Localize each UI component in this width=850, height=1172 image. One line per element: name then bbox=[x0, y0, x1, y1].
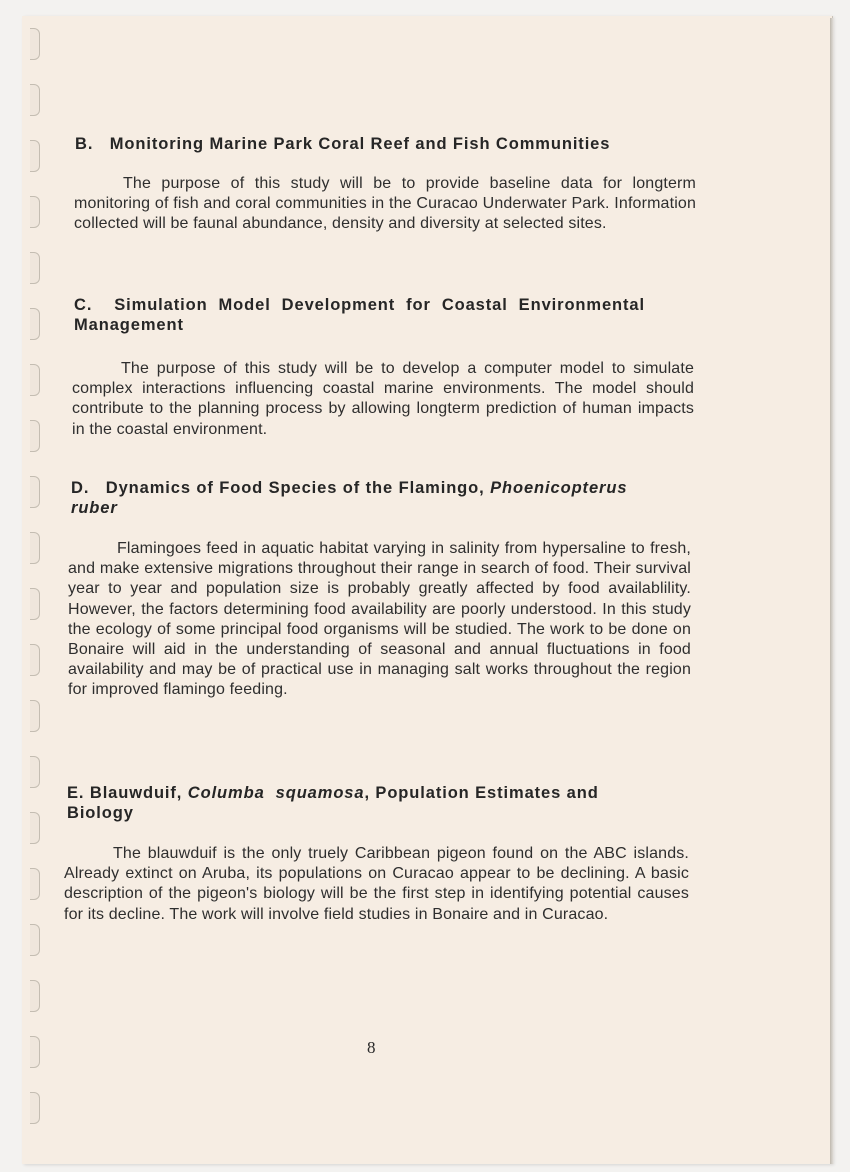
section-e-heading-prefix: E. Blauwduif, bbox=[67, 784, 188, 802]
section-c-body bbox=[72, 359, 694, 440]
section-b-body bbox=[74, 174, 696, 235]
section-c-body-text: The purpose of this study will be to develop a computer model to simulate complex interactions influencing coastal marine environments. The model should contribute to the planning process by allowing longterm prediction of human impacts in the coastal environment. bbox=[72, 360, 694, 438]
section-c-heading bbox=[74, 295, 699, 335]
section-e-heading-line1 bbox=[67, 783, 697, 803]
page-number: 8 bbox=[367, 1038, 376, 1057]
section-e-heading-scientific: Columba squamosa bbox=[187, 784, 365, 802]
section-b-body-text: The purpose of this study will be to provide baseline data for longterm monitoring of fish and coral communities in the Curacao Underwater Park. Information collected will be faunal abundance, density and diversity at selected sites. bbox=[74, 175, 696, 233]
section-e-heading-line2: Biology bbox=[67, 804, 134, 822]
section-e-heading bbox=[67, 783, 697, 823]
section-d-heading-prefix: D. Dynamics of Food Species of the Flamingo, bbox=[71, 479, 491, 497]
section-d-heading-line2 bbox=[71, 498, 701, 518]
section-d-heading-line1 bbox=[71, 478, 701, 498]
section-d-heading-genus: Phoenicopterus bbox=[490, 479, 628, 497]
section-e-body-text: The blauwduif is the only truely Caribbean pigeon found on the ABC islands. Already extinct on Aruba, its populations on Curacao appear to be declining. A basic description of the pigeon's biology will be the first step in identifying potential causes for its decline. The work will involve field studies in Bonaire and in Curacao. bbox=[64, 845, 689, 923]
section-c-heading-line1: C. Simulation Model Development for Coastal Environmental bbox=[74, 296, 645, 314]
section-d-heading bbox=[71, 478, 701, 518]
section-b-heading: B. Monitoring Marine Park Coral Reef and Fish Communities bbox=[75, 135, 611, 153]
section-d-body bbox=[68, 539, 691, 701]
section-e-heading-suffix: , Population Estimates and bbox=[364, 784, 599, 802]
section-c-heading-line2: Management bbox=[74, 316, 184, 334]
section-d-heading-species: ruber bbox=[71, 499, 118, 517]
section-d-body-text: Flamingoes feed in aquatic habitat varying in salinity from hypersaline to fresh, and make extensive migrations throughout their range in search of food. Their survival year to year and population size is probably greatly affected by food availablility. However, the factors determining food availability are poorly understood. In this study the ecology of some principal food organisms will be studied. The work to be done on Bonaire will aid in the understanding of seasonal and annual fluctuations in food availability and may be of practical use in managing salt works throughout the region for improved flamingo feeding. bbox=[68, 540, 691, 699]
section-e-body bbox=[64, 844, 689, 925]
